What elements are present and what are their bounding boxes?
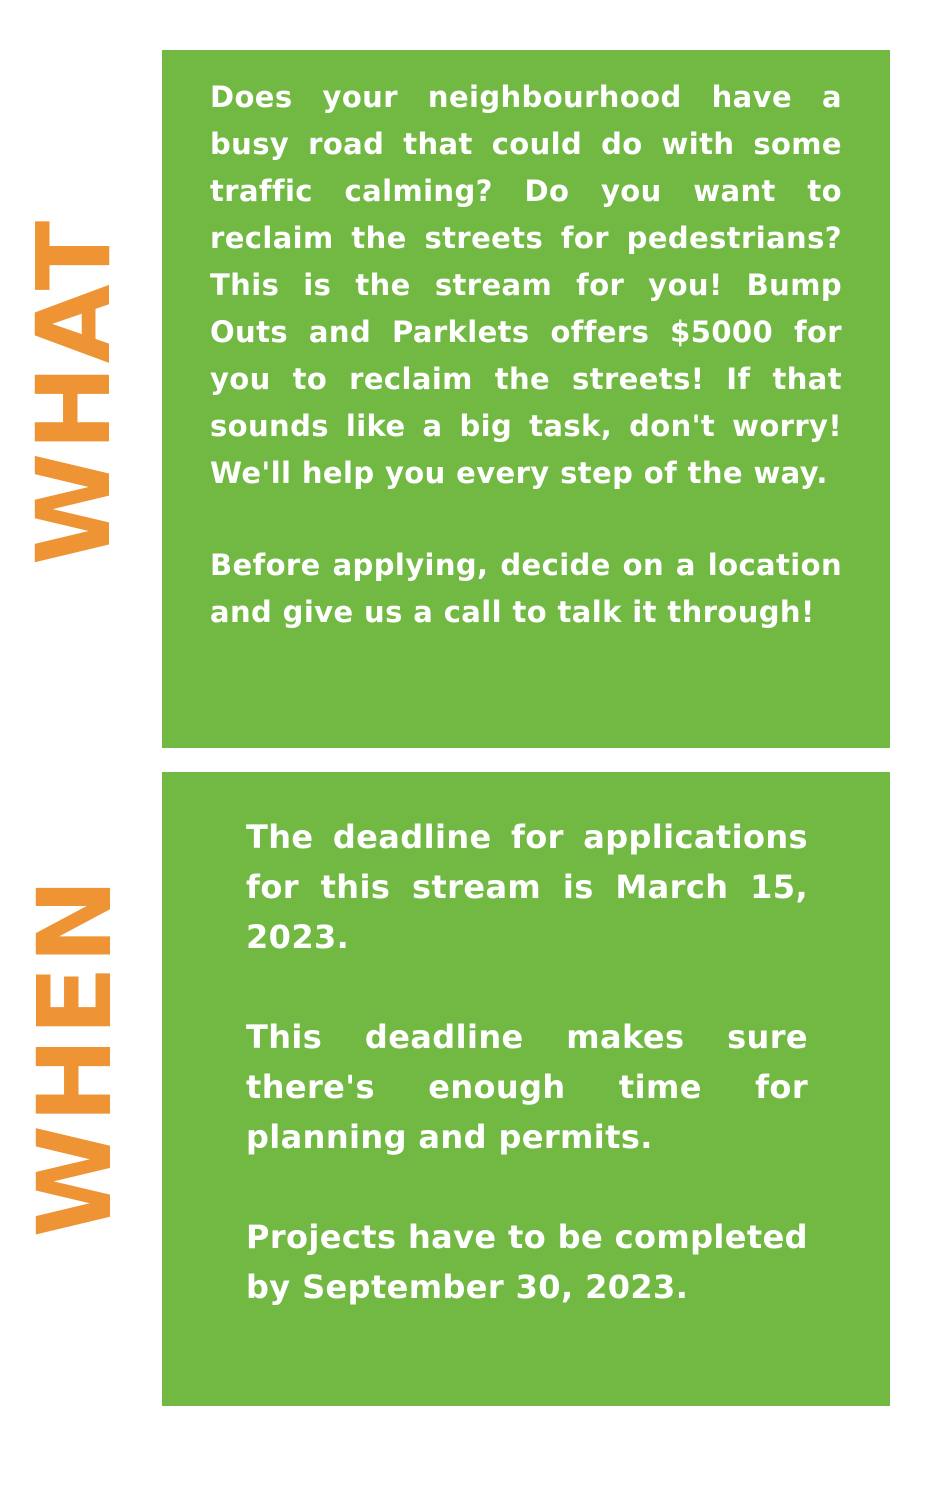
- when-panel: [162, 772, 890, 1406]
- what-paragraph-before-applying: Before applying, decide on a location and give us a call to talk it through!: [210, 548, 842, 629]
- when-paragraph-reason: This deadline makes sure there's enough time for planning and permits.: [246, 1018, 808, 1156]
- what-paragraph-intro: Does your neighbourhood have a busy road that could do with some traffic calming? Do you want to reclaim the streets for pedestrians? This is the stream for you! Bump Outs and Parklets offers $5000 for you to reclaim the streets! If that sounds like a big task, don't worry! We'll help you every step of the way.: [210, 80, 842, 490]
- when-paragraph-deadline: The deadline for applications for this stream is March 15, 2023.: [246, 818, 808, 956]
- when-heading: WHEN: [16, 876, 135, 1238]
- what-panel: [162, 50, 890, 748]
- when-paragraph-completion: Projects have to be completed by September 30, 2023.: [246, 1218, 808, 1306]
- what-heading: WHAT: [15, 218, 134, 566]
